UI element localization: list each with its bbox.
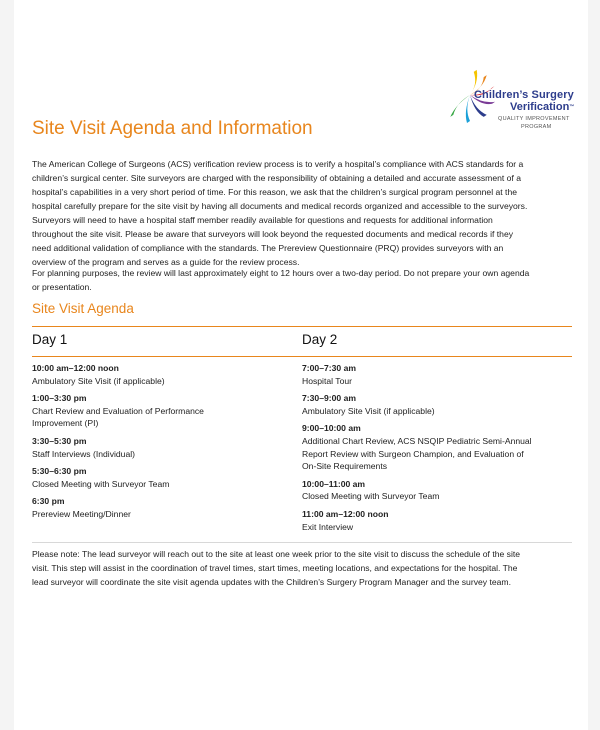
intro-line: hospital’s capabilities in a very short period of time. For this reason, we ask that the children’s surgical program personnel at the xyxy=(32,187,517,197)
agenda-time: 5:30–6:30 pm xyxy=(32,466,87,477)
agenda-description: Closed Meeting with Surveyor Team xyxy=(32,478,170,489)
agenda-description: Chart Review and Evaluation of Performance xyxy=(32,405,204,416)
intro-line: overview of the program and serves as a guide for the review process. xyxy=(32,257,300,267)
agenda-heading: Site Visit Agenda xyxy=(32,301,134,316)
agenda-item xyxy=(32,435,292,460)
logo-title-line1: Children’s Surgery xyxy=(474,89,574,101)
agenda-time: 11:00 am–12:00 noon xyxy=(302,508,389,519)
planning-paragraph xyxy=(32,266,572,294)
day2-schedule xyxy=(302,362,577,538)
agenda-time: 7:30–9:00 am xyxy=(302,393,356,404)
page-title: Site Visit Agenda and Information xyxy=(32,118,313,139)
please-note-paragraph xyxy=(32,547,577,589)
agenda-item xyxy=(302,362,577,387)
agenda-bottom-divider xyxy=(32,542,572,543)
intro-line: need additional validation of compliance with the standards. The Prereview Questionnaire (PRQ) provides surveyors with an xyxy=(32,243,504,253)
agenda-item xyxy=(32,465,292,490)
agenda-description: Exit Interview xyxy=(302,521,354,532)
intro-line: hospital carefully prepare for the site visit by having all documents and medical records organized and accessible to the surveyors. xyxy=(32,201,528,211)
day1-schedule xyxy=(32,362,292,526)
agenda-item xyxy=(32,495,292,520)
agenda-description: Improvement (PI) xyxy=(32,418,99,429)
day1-heading: Day 1 xyxy=(32,332,68,347)
agenda-description: Prereview Meeting/Dinner xyxy=(32,508,131,519)
agenda-time: 6:30 pm xyxy=(32,496,65,507)
intro-line: The American College of Surgeons (ACS) verification review process is to verify a hospital’s compliance with ACS standards for a xyxy=(32,159,524,169)
agenda-item xyxy=(32,392,292,430)
agenda-time: 1:00–3:30 pm xyxy=(32,393,87,404)
note-line: lead surveyor will coordinate the site visit agenda updates with the Children’s Surgery Program Manager and the survey team. xyxy=(32,577,511,587)
intro-line: children’s surgical center. Site surveyors are charged with the responsibility of obtaining a detailed and accurate assessment of a xyxy=(32,173,521,183)
agenda-item xyxy=(302,392,577,417)
logo-subtitle-line1: QUALITY IMPROVEMENT xyxy=(498,116,570,122)
note-line: Please note: The lead surveyor will reach out to the site at least one week prior to the site visit to discuss the schedule of the site xyxy=(32,549,521,559)
day2-heading: Day 2 xyxy=(302,332,338,347)
agenda-description: Closed Meeting with Surveyor Team xyxy=(302,491,440,502)
logo-subtitle-line2: PROGRAM xyxy=(521,124,552,130)
agenda-description: Additional Chart Review, ACS NSQIP Pediatric Semi-Annual xyxy=(302,435,532,446)
note-line: visit. This step will assist in the coordination of travel times, start times, meeting locations, and expectations for the hospital. The xyxy=(32,563,518,573)
agenda-item xyxy=(302,478,577,503)
agenda-item xyxy=(32,362,292,387)
agenda-description: Report Review with Surgeon Champion, and Evaluation of xyxy=(302,448,524,459)
agenda-description: Ambulatory Site Visit (if applicable) xyxy=(32,375,165,386)
agenda-time: 9:00–10:00 am xyxy=(302,423,361,434)
logo-title-line2: Verification™ xyxy=(510,101,575,113)
agenda-time: 10:00–11:00 am xyxy=(302,478,366,489)
agenda-item xyxy=(302,422,577,472)
agenda-description: Hospital Tour xyxy=(302,375,352,386)
agenda-time: 7:00–7:30 am xyxy=(302,363,356,373)
agenda-top-divider xyxy=(32,326,572,327)
agenda-time: 10:00 am–12:00 noon xyxy=(32,363,119,373)
intro-line: Surveyors will need to have a hospital staff member readily available for questions and requests for additional information xyxy=(32,215,493,225)
intro-paragraph xyxy=(32,157,572,269)
agenda-time: 3:30–5:30 pm xyxy=(32,435,87,446)
agenda-description: Ambulatory Site Visit (if applicable) xyxy=(302,405,435,416)
logo-ray xyxy=(466,95,470,123)
agenda-header-divider xyxy=(32,356,572,357)
agenda-description: On-Site Requirements xyxy=(302,461,388,472)
agenda-item xyxy=(302,508,577,533)
intro-line: throughout the site visit. Please be aware that surveyors will look beyond the requested documents and medical records if they xyxy=(32,229,514,239)
planning-line: or presentation. xyxy=(32,282,92,292)
planning-line: For planning purposes, the review will last approximately eight to 12 hours over a two-day period. Do not prepare your own agenda xyxy=(32,268,530,278)
agenda-description: Staff Interviews (Individual) xyxy=(32,448,136,459)
